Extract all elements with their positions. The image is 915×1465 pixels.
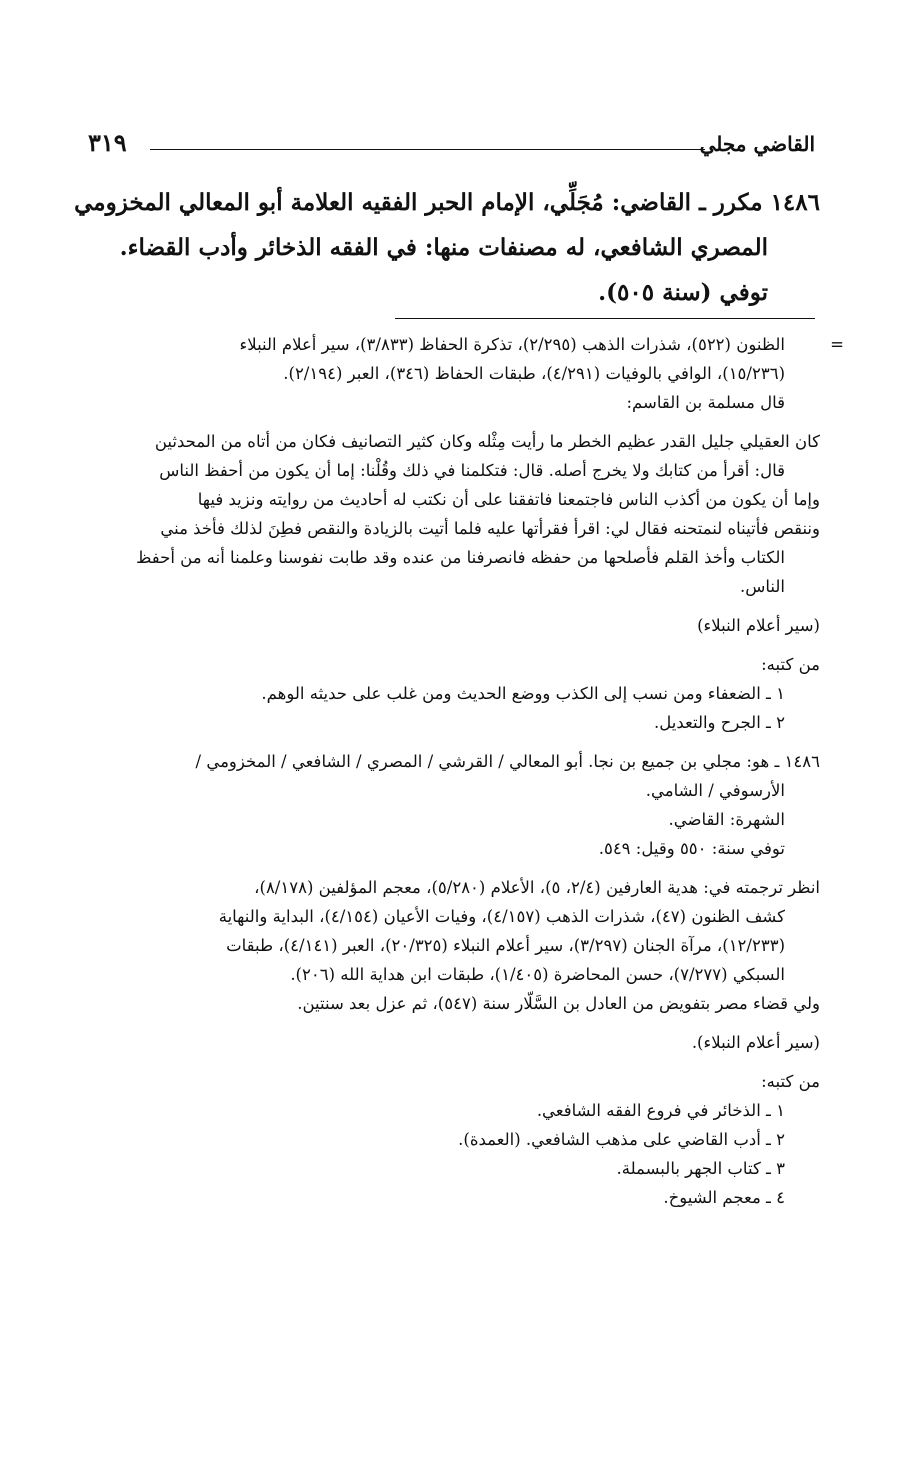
book-item: ٤ ـ معجم الشيوخ.	[663, 1188, 785, 1207]
main-entry	[70, 180, 820, 315]
continuation-mark: =	[830, 335, 844, 354]
book-item: ٢ ـ أدب القاضي على مذهب الشافعي. (العمدة).	[458, 1130, 785, 1149]
quote-line: قال: أقرأ من كتابك ولا يخرج أصله. قال: فتكلمنا في ذلك وقُلْنا: إما أن يكون من أحفظ الناس	[159, 461, 785, 480]
footnote-line: قال مسلمة بن القاسم:	[626, 393, 785, 412]
note-line: ١٤٨٦ ـ هو: مجلي بن جميع بن نجا. أبو المعالي / القرشي / المصري / الشافعي / المخزومي /	[195, 752, 820, 771]
entry-line-1: ١٤٨٦ مكرر ـ القاضي: مُجَلِّي، الإمام الحبر الفقيه العلامة أبو المعالي المخزومي	[74, 189, 820, 216]
ref-line: كشف الظنون (٤٧)، شذرات الذهب (٤/١٥٧)، وفيات الأعيان (٤/١٥٤)، البداية والنهاية	[218, 907, 785, 926]
footnote-line: الظنون (٥٢٢)، شذرات الذهب (٢/٢٩٥)، تذكرة الحفاظ (٣/٨٣٣)، سير أعلام النبلاء	[239, 335, 785, 354]
source-citation: (سير أعلام النبلاء)	[697, 616, 820, 635]
quote-line: كان العقيلي جليل القدر عظيم الخطر ما رأيت مِثْله وكان كثير التصانيف فكان من أتاه من المحدثين	[154, 432, 820, 451]
ref-line: (١٢/٢٣٣)، مرآة الجنان (٣/٢٩٧)، سير أعلام النبلاء (٢٠/٣٢٥)، العبر (٤/١٤١)، طبقات	[226, 936, 785, 955]
quote-line: الكتاب وأخذ القلم فأصلحها من حفظه فانصرفنا من عنده وقد طابت نفوسنا وعلمنا أنه من أحفظ	[136, 548, 785, 567]
quote-line: الناس.	[739, 577, 785, 596]
header-rule	[150, 149, 705, 150]
entry-line-3: توفي (سنة ٥٠٥).	[598, 279, 768, 306]
entry-line-2: المصري الشافعي، له مصنفات منها: في الفقه الذخائر وأدب القضاء.	[119, 234, 768, 261]
footnote-line: (١٥/٢٣٦)، الوافي بالوفيات (٤/٢٩١)، طبقات الحفاظ (٣٤٦)، العبر (٢/١٩٤).	[283, 364, 785, 383]
book-item: ٣ ـ كتاب الجهر بالبسملة.	[616, 1159, 785, 1178]
books-title: من كتبه:	[761, 655, 820, 674]
books-title: من كتبه:	[761, 1072, 820, 1091]
ref-line: السبكي (٧/٢٧٧)، حسن المحاضرة (١/٤٠٥)، طبقات ابن هداية الله (٢٠٦).	[290, 965, 785, 984]
source-citation: (سير أعلام النبلاء).	[691, 1033, 820, 1052]
quote-line: وننقص فأتيناه لنمتحنه فقال لي: اقرأ فقرأتها عليه فلما أتيت بالزيادة والنقص فطِنَ لذلك فأخذ مني	[160, 519, 820, 538]
running-title: القاضي مجلي	[699, 132, 815, 156]
note-line: توفي سنة: ٥٥٠ وقيل: ٥٤٩.	[598, 839, 785, 858]
book-item: ٢ ـ الجرح والتعديل.	[654, 713, 785, 732]
ref-line: انظر ترجمته في: هدية العارفين (٢/٤، ٥)، الأعلام (٥/٢٨٠)، معجم المؤلفين (٨/١٧٨)،	[254, 878, 820, 897]
book-item: ١ ـ الضعفاء ومن نسب إلى الكذب ووضع الحديث ومن غلب على حديثه الوهم.	[261, 684, 785, 703]
footnotes	[72, 330, 844, 1212]
quote-line: وإما أن يكون من أكذب الناس فاجتمعنا فاتفقنا على أن نكتب له أحاديث من روايته ونزيد فيها	[197, 490, 820, 509]
ref-line: ولي قضاء مصر بتفويض من العادل بن السَّلّار سنة (٥٤٧)، ثم عزل بعد سنتين.	[297, 994, 820, 1013]
page-header	[88, 128, 815, 168]
note-line: الأرسوفي / الشامي.	[645, 781, 785, 800]
book-item: ١ ـ الذخائر في فروع الفقه الشافعي.	[536, 1101, 785, 1120]
page-number: ٣١٩	[88, 128, 127, 157]
note-line: الشهرة: القاضي.	[668, 810, 785, 829]
footnote-rule	[395, 318, 815, 319]
